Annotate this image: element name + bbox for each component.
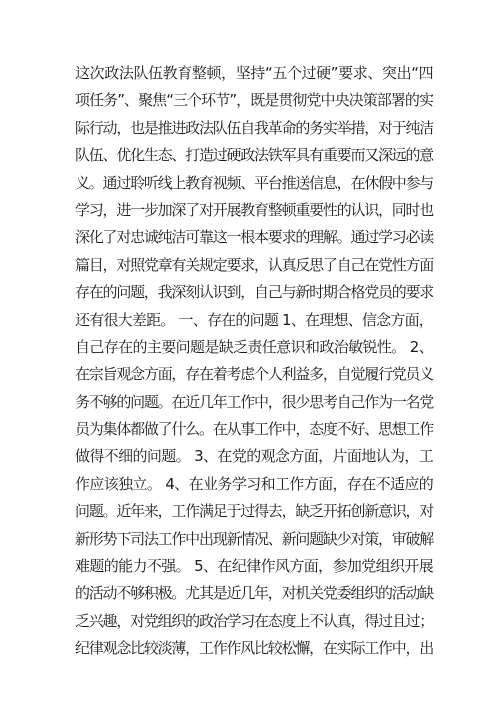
text-line: 作应该独立。 4、在业务学习和工作方面，存在不适应的 — [75, 474, 433, 493]
text-line: 乏兴趣，对党组织的政治学习在态度上不认真，得过且过； — [75, 611, 433, 630]
text-line: 际行动，也是推进政法队伍自我革命的务实举措，对于纯洁 — [75, 118, 433, 137]
text-line: 做得不细的问题。 3、在党的观念方面，片面地认为，工 — [75, 447, 433, 466]
text-line: 这次政法队伍教育整顿，坚持“五个过硬”要求、突出“四 — [75, 64, 433, 82]
text-line: 的活动不够积极。尤其是近几年，对机关党委组织的活动缺 — [75, 584, 433, 603]
text-line: 篇目，对照党章有关规定要求，认真反思了自己在党性方面 — [75, 255, 433, 274]
text-line: 新形势下司法工作中出现新情况、新问题缺少对策，审破解 — [75, 529, 433, 548]
text-line: 务不够的问题。在近几年工作中，很少思考自己作为一名党 — [75, 392, 433, 411]
text-line: 难题的能力不强。 5、在纪律作风方面，参加党组织开展 — [75, 557, 433, 576]
text-line: 纪律观念比较淡薄，工作作风比较松懈，在实际工作中，出 — [75, 639, 433, 658]
text-line: 自己存在的主要问题是缺乏责任意识和政治敏锐性。 2、 — [75, 337, 433, 356]
text-line: 学习，进一步加深了对开展教育整顿重要性的认识，同时也 — [75, 200, 433, 219]
text-line: 问题。近年来，工作满足于过得去，缺乏开拓创新意识，对 — [75, 502, 433, 521]
text-line: 在宗旨观念方面，存在着考虑个人利益多，自觉履行党员义 — [75, 365, 433, 384]
text-line: 还有很大差距。 一、存在的问题 1、在理想、信念方面， — [75, 310, 433, 329]
body-text — [75, 60, 433, 663]
text-line: 员为集体都做了什么。在从事工作中，态度不好、思想工作 — [75, 420, 433, 439]
text-line: 队伍、优化生态、打造过硬政法铁军具有重要而又深远的意 — [75, 146, 433, 165]
text-line: 项任务”、聚焦“三个环节”，既是贯彻党中央决策部署的实 — [75, 91, 433, 110]
text-line: 深化了对忠诚纯洁可靠这一根本要求的理解。通过学习必读 — [75, 228, 433, 247]
text-line: 存在的问题，我深刻认识到，自己与新时期合格党员的要求 — [75, 283, 433, 302]
text-line: 义。通过聆听线上教育视频、平台推送信息，在休假中参与 — [75, 173, 433, 192]
